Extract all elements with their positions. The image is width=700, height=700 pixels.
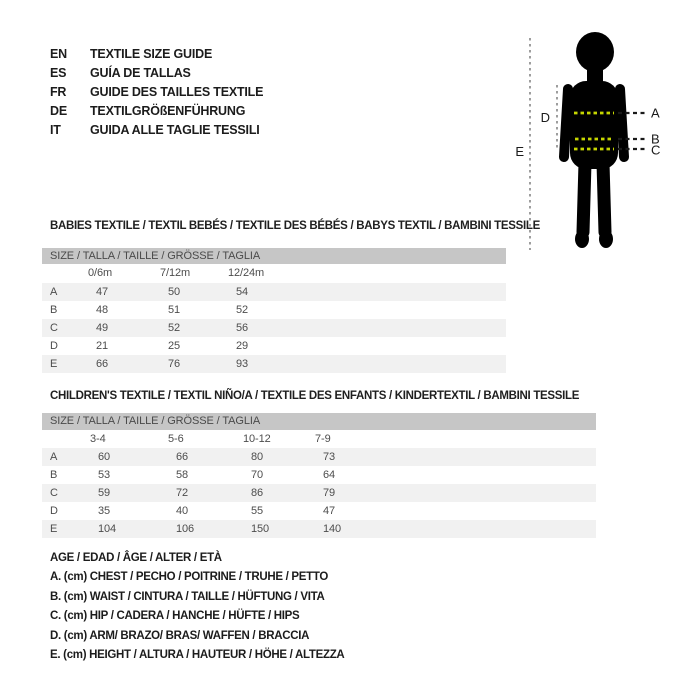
table-row — [42, 466, 596, 484]
value-cell: 66 — [96, 358, 109, 370]
value-cell: 73 — [323, 451, 336, 463]
language-code: DE — [50, 104, 67, 119]
value-cell: 56 — [236, 322, 249, 334]
value-cell: 35 — [98, 505, 111, 517]
value-cell: 86 — [251, 487, 264, 499]
language-code: IT — [50, 123, 61, 138]
row-label-cell: A — [50, 286, 58, 298]
value-cell: 150 — [251, 523, 270, 535]
language-title: GUIDA ALLE TAGLIE TESSILI — [90, 123, 260, 138]
table-row — [42, 448, 596, 466]
language-title-list — [50, 44, 263, 140]
empty-cell — [42, 430, 90, 448]
column-header: 12/24m — [228, 267, 265, 279]
value-cell: 58 — [176, 469, 189, 481]
value-cell: 140 — [323, 523, 342, 535]
value-cell: 64 — [323, 469, 336, 481]
language-title: TEXTILE SIZE GUIDE — [90, 46, 213, 61]
language-row — [50, 121, 263, 140]
row-label-cell: E — [50, 523, 58, 535]
table-row — [42, 355, 506, 373]
legend-line: A. (cm) CHEST / PECHO / POITRINE / TRUHE / PETTO — [50, 571, 329, 584]
silhouette-left-leg — [583, 163, 585, 232]
value-cell: 106 — [176, 523, 195, 535]
column-header: 5-6 — [168, 433, 184, 445]
language-row — [50, 44, 263, 63]
value-cell: 48 — [96, 304, 109, 316]
column-header: 3-4 — [90, 433, 106, 445]
language-row — [50, 63, 263, 82]
table-row — [42, 337, 506, 355]
legend-line: E. (cm) HEIGHT / ALTURA / HAUTEUR / HÖHE / ALTEZZA — [50, 648, 345, 661]
legend-line: C. (cm) HIP / CADERA / HANCHE / HÜFTE / HIPS — [50, 610, 300, 623]
children-table — [42, 413, 596, 538]
value-cell: 47 — [96, 286, 109, 298]
legend-line: AGE / EDAD / ÂGE / ALTER / ETÀ — [50, 552, 222, 564]
value-cell: 49 — [96, 322, 109, 334]
row-label-cell: E — [50, 358, 58, 370]
row-label-cell: D — [50, 505, 58, 517]
value-cell: 104 — [98, 523, 117, 535]
value-cell: 80 — [251, 451, 264, 463]
language-code: ES — [50, 65, 67, 80]
value-cell: 52 — [236, 304, 249, 316]
language-title: GUIDE DES TAILLES TEXTILE — [90, 84, 264, 99]
column-header-row — [42, 430, 596, 448]
value-cell: 52 — [168, 322, 181, 334]
table-row — [42, 520, 596, 538]
row-label-cell: A — [50, 451, 58, 463]
value-cell: 21 — [96, 340, 109, 352]
size-header-bar: SIZE / TALLA / TAILLE / GRÖSSE / TAGLIA — [42, 248, 506, 264]
value-cell: 70 — [251, 469, 264, 481]
language-row — [50, 102, 263, 121]
value-cell: 51 — [168, 304, 181, 316]
silhouette-torso — [570, 81, 618, 169]
column-header: 10-12 — [243, 433, 271, 445]
row-label-cell: C — [50, 322, 58, 334]
silhouette-right-leg — [603, 163, 605, 232]
column-header-row — [42, 264, 506, 283]
column-header: 7-9 — [315, 433, 331, 445]
value-cell: 59 — [98, 487, 111, 499]
language-title: TEXTILGRÖßENFÜHRUNG — [90, 104, 246, 119]
table-row — [42, 502, 596, 520]
value-cell: 60 — [98, 451, 111, 463]
value-cell: 53 — [98, 469, 111, 481]
row-label-cell: D — [50, 340, 58, 352]
language-code: EN — [50, 46, 67, 61]
language-title: GUÍA DE TALLAS — [90, 65, 191, 80]
child-silhouette — [564, 32, 624, 248]
value-cell: 50 — [168, 286, 181, 298]
value-cell: 93 — [236, 358, 249, 370]
measure-label-e: E — [515, 144, 524, 159]
value-cell: 72 — [176, 487, 189, 499]
children-section-title: CHILDREN'S TEXTILE / TEXTIL NIÑO/A / TEXTILE DES ENFANTS / KINDERTEXTIL / BAMBINI TESSILE — [50, 390, 580, 402]
measurement-legend — [50, 549, 344, 665]
column-header: 7/12m — [160, 267, 191, 279]
babies-section-title: BABIES TEXTILE / TEXTIL BEBÉS / TEXTILE DES BÉBÉS / BABYS TEXTIL / BAMBINI TESSILE — [50, 220, 540, 232]
row-label-cell: B — [50, 469, 58, 481]
column-header: 0/6m — [88, 267, 113, 279]
table-row — [42, 484, 596, 502]
empty-cell — [42, 264, 88, 283]
measure-label-a: A — [651, 105, 660, 121]
value-cell: 54 — [236, 286, 249, 298]
silhouette-left-arm — [564, 89, 568, 157]
value-cell: 47 — [323, 505, 336, 517]
value-cell: 29 — [236, 340, 249, 352]
legend-line: D. (cm) ARM/ BRAZO/ BRAS/ WAFFEN / BRACCIA — [50, 629, 310, 642]
row-label-cell: B — [50, 304, 58, 316]
value-cell: 66 — [176, 451, 189, 463]
babies-table — [42, 248, 506, 373]
value-cell: 40 — [176, 505, 189, 517]
language-code: FR — [50, 84, 67, 99]
table-row — [42, 283, 506, 301]
value-cell: 25 — [168, 340, 181, 352]
measure-label-c: C — [651, 142, 661, 158]
silhouette-right-foot — [599, 230, 613, 248]
value-cell: 76 — [168, 358, 181, 370]
table-row — [42, 301, 506, 319]
size-header-bar: SIZE / TALLA / TAILLE / GRÖSSE / TAGLIA — [42, 413, 596, 430]
silhouette-left-foot — [575, 230, 589, 248]
value-cell: 55 — [251, 505, 264, 517]
language-row — [50, 82, 263, 101]
measure-label-d: D — [540, 110, 550, 125]
value-cell: 79 — [323, 487, 336, 499]
silhouette-right-arm — [620, 89, 624, 157]
row-label-cell: C — [50, 487, 58, 499]
measure-label-b: B — [651, 131, 660, 147]
table-row — [42, 319, 506, 337]
legend-line: B. (cm) WAIST / CINTURA / TAILLE / HÜFTUNG / VITA — [50, 590, 325, 603]
